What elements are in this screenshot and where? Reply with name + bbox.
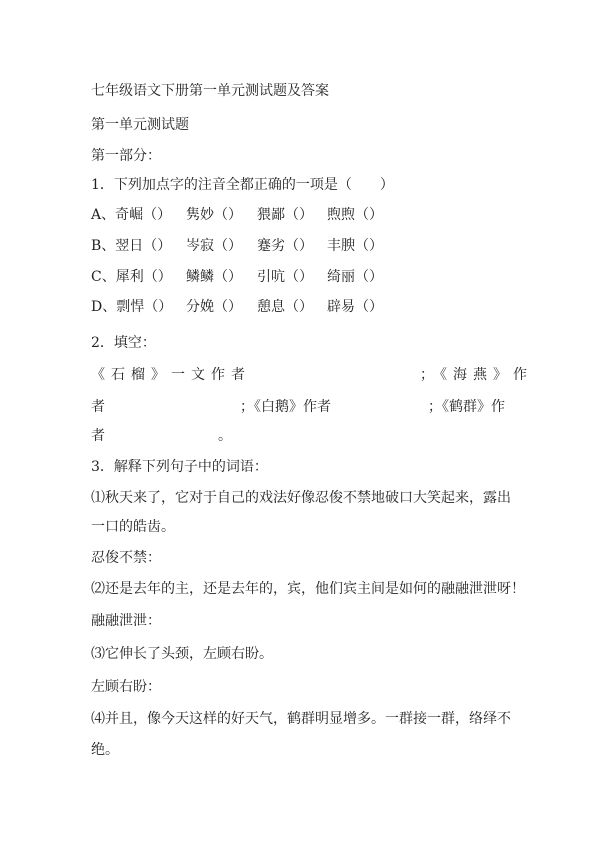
option-item: 蹇劣（） — [257, 238, 313, 254]
option-item: 隽妙（） — [186, 207, 242, 223]
sentence-1-cont: 一口的皓齿。 — [91, 519, 175, 535]
question-3-stem: 3．解释下列句子中的词语： — [91, 459, 268, 475]
fill-blank-text: 者 — [91, 428, 105, 444]
fill-blank-text: ；《海燕》作 — [420, 367, 533, 383]
word-3-label: 左顾右盼： — [91, 679, 161, 695]
option-item: 丰腴（） — [327, 238, 383, 254]
option-item: C、犀利（） — [91, 269, 172, 285]
sentence-3: ⑶它伸长了头颈，左顾右盼。 — [91, 646, 273, 662]
document-title: 七年级语文下册第一单元测试题及答案 — [91, 83, 329, 99]
fill-blank-text: ；《白鹅》作者 — [240, 399, 331, 415]
option-item: 辟易（） — [327, 299, 383, 315]
option-item: 猥鄙（） — [257, 207, 313, 223]
option-item: 分娩（） — [186, 299, 242, 315]
question-1-stem: 1．下列加点字的注音全都正确的一项是（ ） — [91, 177, 394, 193]
fill-blank-text: 者 — [91, 399, 105, 415]
option-item: 绮丽（） — [327, 269, 383, 285]
option-item: 鳞鳞（） — [186, 269, 242, 285]
sentence-4-cont: 绝。 — [91, 742, 119, 758]
option-item: A、奇崛（） — [91, 207, 172, 223]
option-item: 引吭（） — [257, 269, 313, 285]
part-title: 第一部分： — [91, 148, 161, 164]
option-item: 煦煦（） — [327, 207, 383, 223]
option-item: B、翌日（） — [91, 238, 172, 254]
option-item: 憩息（） — [257, 299, 313, 315]
sentence-2: ⑵还是去年的主，还是去年的，宾，他们宾主间是如何的融融泄泄呀！ — [91, 581, 525, 597]
fill-blank-text: 《石榴》一文作者 — [91, 367, 251, 383]
word-1-label: 忍俊不禁： — [91, 550, 161, 566]
option-item: 岑寂（） — [186, 238, 242, 254]
fill-blank-text: 。 — [218, 428, 232, 444]
fill-blank-text: ；《鹤群》作 — [428, 399, 505, 415]
sentence-4: ⑷并且，像今天这样的好天气，鹤群明显增多。一群接一群，络绎不 — [91, 711, 511, 727]
word-2-label: 融融泄泄： — [91, 613, 161, 629]
question-2-stem: 2．填空： — [91, 335, 156, 351]
sentence-1: ⑴秋天来了，它对于自己的戏法好像忍俊不禁地破口大笑起来，露出 — [91, 490, 511, 506]
section-title: 第一单元测试题 — [91, 117, 189, 133]
option-item: D、剽悍（） — [91, 299, 173, 315]
